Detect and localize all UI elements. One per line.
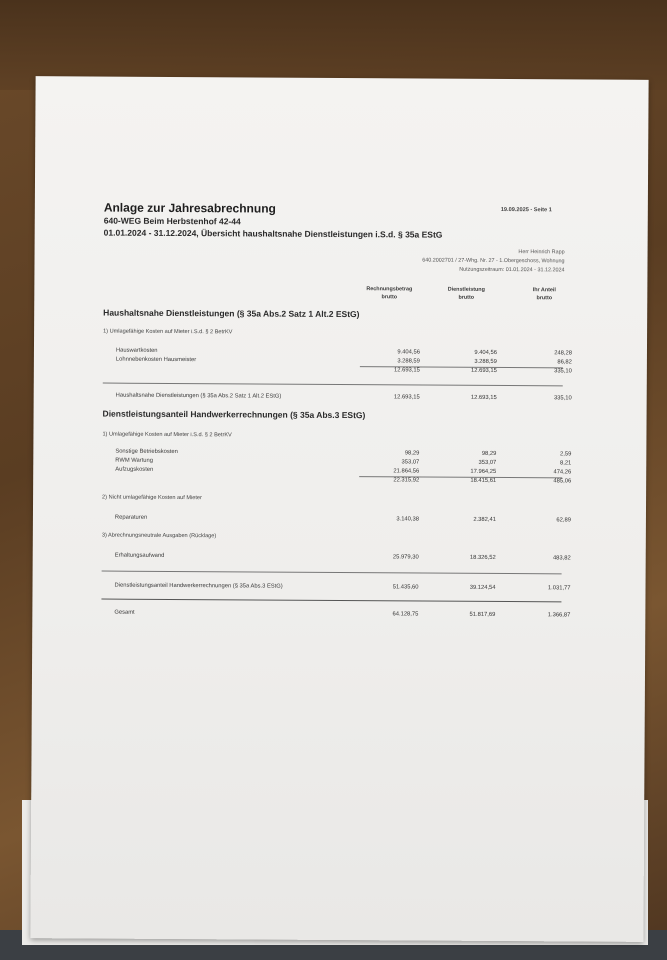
table-row-label: Lohnnebenkosten Hausmeister xyxy=(115,356,197,364)
section2-title: Dienstleistungsanteil Handwerkerrechnungen (§ 35a Abs.3 EStG) xyxy=(102,408,366,421)
section1-group-title: 1) Umlagefähige Kosten auf Mieter i.S.d. § 2 BetrKV xyxy=(103,328,233,336)
section2-group3-title: 3) Abrechnungsneutrale Ausgaben (Rücklage) xyxy=(101,532,217,540)
table-cell: 98,29 xyxy=(481,450,497,457)
table-cell: 21.864,56 xyxy=(393,468,420,475)
total-cell: 1.031,77 xyxy=(547,585,571,592)
grand-total-divider xyxy=(101,599,561,603)
subtotal-cell: 18.415,61 xyxy=(470,477,497,484)
col-header-share: Ihr Anteil brutto xyxy=(532,287,556,302)
total-cell: 12.693,15 xyxy=(393,394,420,401)
table-row-label: Sonstige Betriebskosten xyxy=(115,448,178,456)
table-cell: 2,59 xyxy=(560,451,572,458)
table-cell: 62,89 xyxy=(556,517,571,524)
table-cell: 9.404,56 xyxy=(474,349,497,356)
table-row-label: Erhaltungsaufwand xyxy=(114,552,165,559)
col-header-invoice: Rechnungsbetrag brutto xyxy=(366,286,413,301)
usage-period: Nutzungszeitraum: 01.01.2024 - 31.12.2024 xyxy=(459,266,565,274)
table-cell: 2.382,41 xyxy=(473,516,496,523)
subtotal-cell: 12.693,15 xyxy=(394,367,420,374)
table-cell: 8,21 xyxy=(559,460,572,467)
subtotal-cell: 22.315,92 xyxy=(393,477,420,484)
table-cell: 9.404,56 xyxy=(397,349,420,356)
table-cell: 353,07 xyxy=(478,459,497,466)
subtotal-cell: 485,06 xyxy=(553,478,572,485)
table-cell: 98,29 xyxy=(404,450,420,457)
property-name: 640-WEG Beim Herbstenhof 42-44 xyxy=(103,215,241,227)
grand-total-cell: 64.128,75 xyxy=(392,611,419,618)
total-cell: 12.693,15 xyxy=(470,394,497,401)
subtotal-cell: 335,10 xyxy=(554,368,572,375)
table-row-label: Hauswartkosten xyxy=(115,347,158,354)
document-page xyxy=(30,76,648,942)
section2-total-label: Dienstleistungsanteil Handwerkerrechnungen (§ 35a Abs.3 EStG) xyxy=(114,582,283,590)
table-cell: 248,28 xyxy=(554,350,572,357)
subtotal-cell: 12.693,15 xyxy=(471,367,497,374)
period-title: 01.01.2024 - 31.12.2024, Übersicht haushaltsnahe Dienstleistungen i.S.d. § 35a EStG xyxy=(103,227,443,240)
document-title: Anlage zur Jahresabrechnung xyxy=(103,200,276,216)
date-page: 19.09.2025 - Seite 1 xyxy=(500,206,552,214)
table-cell: 3.288,59 xyxy=(397,358,420,365)
section2-group1-title: 1) Umlagefähige Kosten auf Mieter i.S.d. § 2 BetrKV xyxy=(102,431,232,439)
section-divider xyxy=(102,571,562,575)
table-row-label: Reparaturen xyxy=(114,514,148,521)
table-row-label: Aufzugskosten xyxy=(115,466,154,473)
recipient-unit: 640.2002701 / 27-Whg. Nr. 27 - 1.Obergeschoss, Wohnung xyxy=(422,257,565,265)
table-cell: 17.964,25 xyxy=(470,468,497,475)
table-cell: 86,82 xyxy=(557,359,572,366)
table-cell: 3.288,59 xyxy=(474,358,497,365)
section1-total-label: Haushaltsnahe Dienstleistungen (§ 35a Abs.2 Satz 1 Alt.2 EStG) xyxy=(115,392,282,400)
grand-total-label: Gesamt xyxy=(114,609,135,616)
table-cell: 25.979,30 xyxy=(392,554,419,561)
grand-total-cell: 51.817,69 xyxy=(469,611,496,618)
grand-total-cell: 1.366,87 xyxy=(547,612,571,619)
recipient-name: Herr Heinrich Rapp xyxy=(518,249,565,256)
table-cell: 474,26 xyxy=(553,469,572,476)
section2-group2-title: 2) Nicht umlagefähige Kosten auf Mieter xyxy=(102,494,202,502)
total-cell: 335,10 xyxy=(553,395,572,402)
section-divider xyxy=(103,383,563,387)
table-cell: 353,07 xyxy=(401,459,420,466)
table-cell: 483,82 xyxy=(552,555,571,562)
col-header-service: Dienstleistung brutto xyxy=(447,286,485,301)
total-cell: 51.435,60 xyxy=(392,584,419,591)
table-row-label: RWM Wartung xyxy=(115,457,153,464)
total-cell: 39.124,54 xyxy=(469,584,496,591)
table-cell: 18.326,52 xyxy=(469,554,496,561)
table-cell: 3.140,38 xyxy=(396,516,419,523)
section1-title: Haushaltsnahe Dienstleistungen (§ 35a Abs.2 Satz 1 Alt.2 EStG) xyxy=(103,307,360,320)
